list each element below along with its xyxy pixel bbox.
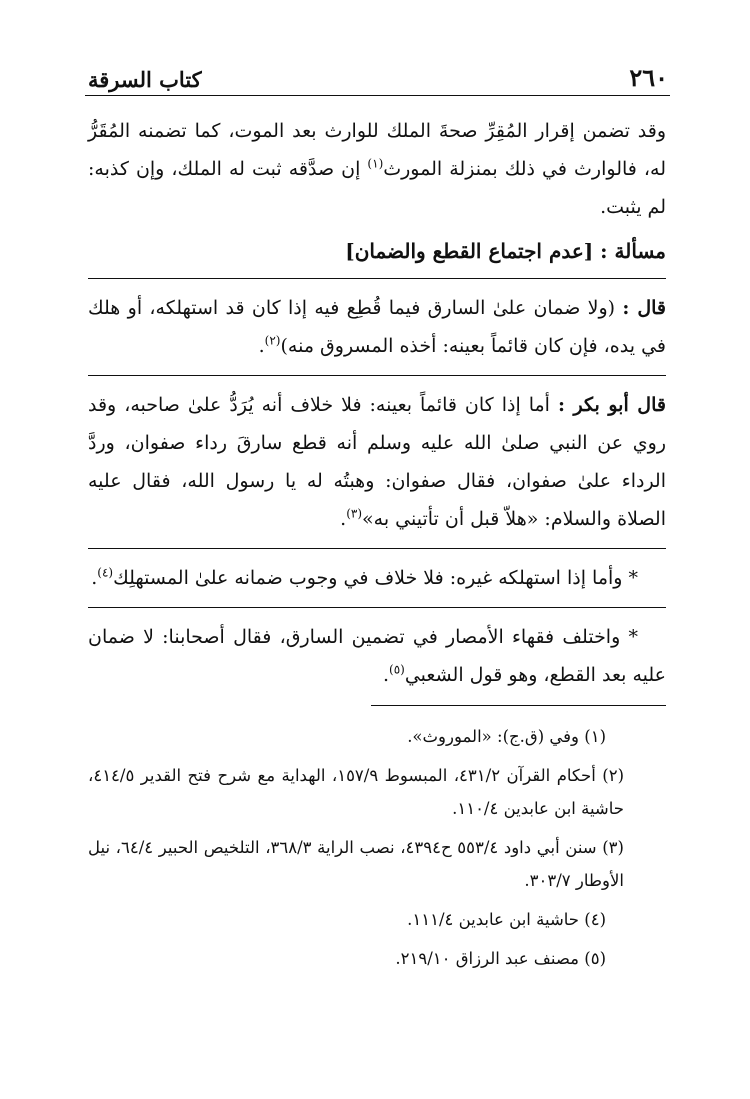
footnote-2: (٢) أحكام القرآن ٤٣١/٢، المبسوط ١٥٧/٩، الهداية مع شرح فتح القدير ٤١٤/٥، حاشية ابن عابدين ١١٠/٤. — [88, 766, 625, 818]
paragraph-intro: وقد تضمن إقرار المُقِرِّ صحةَ الملك للوارث بعد الموت، كما تضمنه المُقَرُّ له، فالوارث في ذلك بمنزلة المورث$^{(١)}$ إن صدَّقه ثبت له الملك، وإن كذبه: لم يثبت. — [88, 120, 667, 218]
header-rule — [85, 95, 670, 96]
footnote-ref-1: (١) — [367, 156, 384, 171]
footnote-ref-5: (٥) — [389, 662, 405, 677]
footnote-rule — [371, 705, 666, 706]
footnote-4: (٤) حاشية ابن عابدين ١١١/٤. — [407, 910, 606, 929]
footnote-ref-3: (٣) — [346, 506, 363, 521]
paragraph-bullet-2: * واختلف فقهاء الأمصار في تضمين السارق، فقال أصحابنا: لا ضمان عليه بعد القطع، وهو قول الشعبي$^{(٥)}$. — [88, 626, 666, 686]
paragraph-commentary: قال أبو بكر : أما إذا كان قائماً بعينه: فلا خلاف أنه يُرَدُّ علىٰ صاحبه، وقد روي عن النبي صلىٰ الله عليه وسلم أنه قطع سارقَ رداء صفوان، وردَّ الرداء علىٰ صفوان، فقال صفوان: وهبتُه له يا رسول الله، فقال عليه الصلاة والسلام: «هلاّ قبل أن تأتيني به»$^{(٣)}$. — [88, 394, 666, 530]
main-text — [88, 112, 666, 694]
running-title: كتاب السرقة — [88, 67, 202, 92]
quote-label: قال : — [622, 297, 666, 319]
separator-rule — [88, 607, 666, 608]
separator-rule — [88, 375, 666, 376]
footnote-ref-4: (٤) — [97, 565, 114, 580]
footnote-5: (٥) مصنف عبد الرزاق ٢١٩/١٠. — [395, 949, 606, 968]
footnote-1: (١) وفي (ق.ج): «الموروث». — [407, 727, 606, 746]
page-header — [88, 58, 668, 92]
paragraph-quote: قال : (ولا ضمان علىٰ السارق فيما قُطِع فيه إذا كان قد استهلكه، أو هلك في يده، فإن كان قائماً بعينه: أخذه المسروق منه)$^{(٢)}$. — [88, 297, 666, 357]
commentary-label: قال أبو بكر : — [557, 394, 666, 416]
footnote-3: (٣) سنن أبي داود ٥٥٣/٤ ح٤٣٩٤، نصب الراية ٣٦٨/٣، التلخيص الحبير ٦٤/٤، نيل الأوطار ٣٠٣/٧. — [88, 838, 624, 890]
paragraph-bullet-1: * وأما إذا استهلكه غيره: فلا خلاف في وجوب ضمانه علىٰ المستهلِك$^{(٤)}$. — [91, 565, 638, 589]
section-heading: مسألة : [عدم اجتماع القطع والضمان] — [345, 239, 666, 263]
footnotes — [88, 705, 666, 981]
footnote-ref-2: (٢) — [264, 333, 281, 348]
separator-rule — [88, 548, 666, 549]
page-number: ٢٦٠ — [629, 63, 668, 92]
separator-rule — [88, 278, 666, 279]
